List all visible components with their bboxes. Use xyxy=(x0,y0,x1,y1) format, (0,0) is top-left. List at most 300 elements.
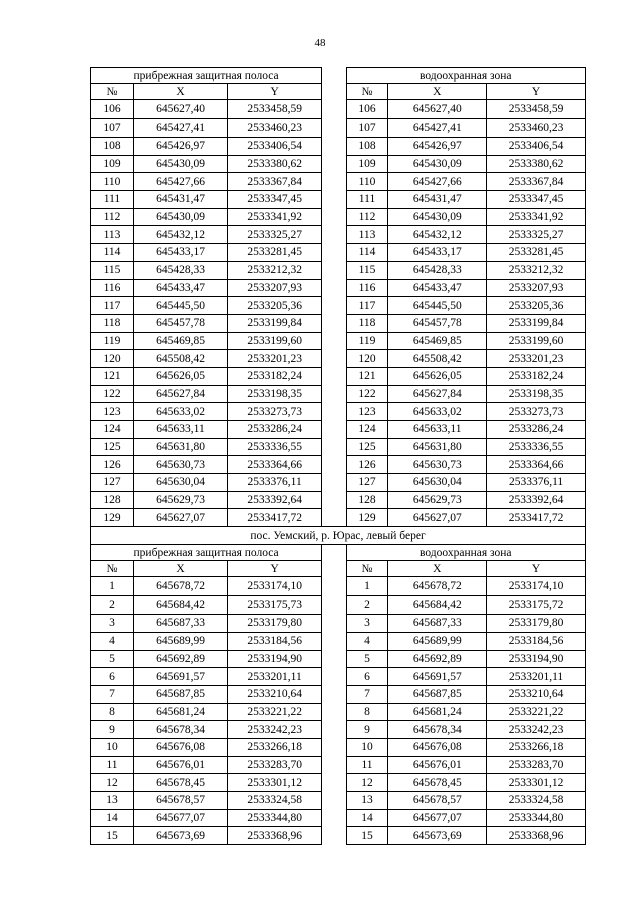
right-y-value: 2533184,56 xyxy=(487,632,586,650)
left-point-number: 4 xyxy=(91,632,134,650)
right-y-value: 2533286,24 xyxy=(487,421,586,439)
right-point-number: 1 xyxy=(346,577,388,596)
column-gap xyxy=(322,297,346,315)
left-point-number: 5 xyxy=(91,650,134,668)
left-x-value: 645687,33 xyxy=(133,615,227,633)
left-y-value: 2533336,55 xyxy=(228,438,322,456)
left-y-value: 2533368,96 xyxy=(228,827,322,845)
left-point-number: 121 xyxy=(91,367,134,385)
table-row xyxy=(91,632,586,650)
left-x-value: 645432,12 xyxy=(133,226,227,244)
left-x-value: 645457,78 xyxy=(133,314,227,332)
column-gap xyxy=(322,350,346,368)
left-point-number: 15 xyxy=(91,827,134,845)
left-y-value: 2533406,54 xyxy=(228,138,322,156)
right-y-value: 2533210,64 xyxy=(487,685,586,703)
right-point-number: 3 xyxy=(346,615,388,633)
left-point-number: 116 xyxy=(91,279,134,297)
table-row xyxy=(91,155,586,173)
column-gap xyxy=(322,314,346,332)
left-x-value: 645428,33 xyxy=(133,261,227,279)
right-point-number: 5 xyxy=(346,650,388,668)
left-y-value: 2533273,73 xyxy=(228,403,322,421)
left-x-value: 645469,85 xyxy=(133,332,227,350)
left-point-number: 113 xyxy=(91,226,134,244)
column-gap xyxy=(322,208,346,226)
right-point-number: 128 xyxy=(346,491,388,509)
right-point-number: 15 xyxy=(346,827,388,845)
left-zone-header: прибрежная защитная полоса xyxy=(91,545,322,561)
right-point-number: 113 xyxy=(346,226,388,244)
left-y-value: 2533201,11 xyxy=(228,668,322,686)
right-y-value: 2533273,73 xyxy=(487,403,586,421)
left-point-number: 111 xyxy=(91,191,134,209)
table-row xyxy=(91,100,586,119)
table-row xyxy=(91,650,586,668)
left-point-number: 9 xyxy=(91,721,134,739)
column-gap xyxy=(322,474,346,492)
left-point-number: 12 xyxy=(91,774,134,792)
table-row xyxy=(91,421,586,439)
column-header-row xyxy=(91,84,586,100)
left-x-value: 645430,09 xyxy=(133,208,227,226)
right-x-value: 645445,50 xyxy=(388,297,487,315)
left-point-number: 117 xyxy=(91,297,134,315)
table-row xyxy=(91,577,586,596)
left-x-value: 645677,07 xyxy=(133,809,227,827)
right-x-value: 645428,33 xyxy=(388,261,487,279)
right-point-number: 119 xyxy=(346,332,388,350)
right-x-value: 645676,01 xyxy=(388,756,487,774)
right-x-value: 645626,05 xyxy=(388,367,487,385)
left-x-value: 645627,84 xyxy=(133,385,227,403)
right-y-value: 2533336,55 xyxy=(487,438,586,456)
left-x-value: 645627,40 xyxy=(133,100,227,119)
left-col-x-header: X xyxy=(133,561,227,577)
table-row xyxy=(91,596,586,615)
column-gap xyxy=(322,244,346,262)
left-x-value: 645431,47 xyxy=(133,191,227,209)
left-y-value: 2533184,56 xyxy=(228,632,322,650)
right-zone-header: водоохранная зона xyxy=(346,68,585,84)
left-point-number: 112 xyxy=(91,208,134,226)
column-header-row xyxy=(91,561,586,577)
left-y-value: 2533242,23 xyxy=(228,721,322,739)
left-y-value: 2533266,18 xyxy=(228,738,322,756)
left-point-number: 115 xyxy=(91,261,134,279)
table-row xyxy=(91,314,586,332)
right-point-number: 127 xyxy=(346,474,388,492)
column-gap xyxy=(322,138,346,156)
left-col-y-header: Y xyxy=(228,84,322,100)
left-y-value: 2533367,84 xyxy=(228,173,322,191)
column-gap xyxy=(322,809,346,827)
right-x-value: 645627,40 xyxy=(388,100,487,119)
right-y-value: 2533406,54 xyxy=(487,138,586,156)
right-point-number: 114 xyxy=(346,244,388,262)
left-y-value: 2533380,62 xyxy=(228,155,322,173)
page-number: 48 xyxy=(314,37,326,49)
left-y-value: 2533179,80 xyxy=(228,615,322,633)
table-row xyxy=(91,191,586,209)
right-point-number: 123 xyxy=(346,403,388,421)
zone-header-row xyxy=(91,68,586,84)
column-gap xyxy=(322,100,346,119)
left-point-number: 6 xyxy=(91,668,134,686)
right-x-value: 645689,99 xyxy=(388,632,487,650)
right-point-number: 117 xyxy=(346,297,388,315)
left-y-value: 2533392,64 xyxy=(228,491,322,509)
left-x-value: 645681,24 xyxy=(133,703,227,721)
right-y-value: 2533380,62 xyxy=(487,155,586,173)
right-point-number: 10 xyxy=(346,738,388,756)
right-point-number: 13 xyxy=(346,792,388,810)
right-x-value: 645676,08 xyxy=(388,738,487,756)
left-point-number: 14 xyxy=(91,809,134,827)
coordinates-table xyxy=(90,67,586,845)
left-point-number: 129 xyxy=(91,509,134,527)
left-y-value: 2533347,45 xyxy=(228,191,322,209)
column-gap xyxy=(322,703,346,721)
right-y-value: 2533367,84 xyxy=(487,173,586,191)
left-point-number: 122 xyxy=(91,385,134,403)
right-point-number: 122 xyxy=(346,385,388,403)
column-gap xyxy=(322,385,346,403)
table-row xyxy=(91,792,586,810)
right-point-number: 107 xyxy=(346,119,388,138)
column-gap xyxy=(322,261,346,279)
table-row xyxy=(91,774,586,792)
left-y-value: 2533325,27 xyxy=(228,226,322,244)
left-x-value: 645427,66 xyxy=(133,173,227,191)
right-y-value: 2533194,90 xyxy=(487,650,586,668)
left-x-value: 645626,05 xyxy=(133,367,227,385)
left-y-value: 2533212,32 xyxy=(228,261,322,279)
right-col-x-header: X xyxy=(388,561,487,577)
left-x-value: 645630,04 xyxy=(133,474,227,492)
column-gap xyxy=(322,685,346,703)
right-x-value: 645630,04 xyxy=(388,474,487,492)
right-col-number-header: № xyxy=(346,561,388,577)
left-y-value: 2533175,73 xyxy=(228,596,322,615)
column-gap xyxy=(322,367,346,385)
left-y-value: 2533283,70 xyxy=(228,756,322,774)
right-x-value: 645430,09 xyxy=(388,155,487,173)
left-y-value: 2533194,90 xyxy=(228,650,322,668)
right-point-number: 121 xyxy=(346,367,388,385)
right-point-number: 109 xyxy=(346,155,388,173)
table-row xyxy=(91,403,586,421)
right-col-y-header: Y xyxy=(487,84,586,100)
left-x-value: 645445,50 xyxy=(133,297,227,315)
left-point-number: 10 xyxy=(91,738,134,756)
right-y-value: 2533324,58 xyxy=(487,792,586,810)
left-y-value: 2533199,60 xyxy=(228,332,322,350)
table-body xyxy=(91,68,586,845)
right-zone-header: водоохранная зона xyxy=(346,545,585,561)
right-y-value: 2533221,22 xyxy=(487,703,586,721)
right-x-value: 645627,07 xyxy=(388,509,487,527)
left-y-value: 2533458,59 xyxy=(228,100,322,119)
right-y-value: 2533347,45 xyxy=(487,191,586,209)
right-y-value: 2533364,66 xyxy=(487,456,586,474)
right-col-y-header: Y xyxy=(487,561,586,577)
right-point-number: 8 xyxy=(346,703,388,721)
left-point-number: 108 xyxy=(91,138,134,156)
right-x-value: 645457,78 xyxy=(388,314,487,332)
left-col-number-header: № xyxy=(91,84,134,100)
left-point-number: 7 xyxy=(91,685,134,703)
table-row xyxy=(91,119,586,138)
right-y-value: 2533283,70 xyxy=(487,756,586,774)
right-col-number-header: № xyxy=(346,84,388,100)
right-point-number: 12 xyxy=(346,774,388,792)
column-gap xyxy=(322,438,346,456)
right-x-value: 645681,24 xyxy=(388,703,487,721)
left-zone-header: прибрежная защитная полоса xyxy=(91,68,322,84)
right-x-value: 645433,17 xyxy=(388,244,487,262)
table-row xyxy=(91,173,586,191)
left-point-number: 107 xyxy=(91,119,134,138)
right-x-value: 645673,69 xyxy=(388,827,487,845)
right-y-value: 2533207,93 xyxy=(487,279,586,297)
right-col-x-header: X xyxy=(388,84,487,100)
right-x-value: 645691,57 xyxy=(388,668,487,686)
right-x-value: 645427,41 xyxy=(388,119,487,138)
left-point-number: 3 xyxy=(91,615,134,633)
table-row xyxy=(91,350,586,368)
left-y-value: 2533341,92 xyxy=(228,208,322,226)
column-gap xyxy=(322,332,346,350)
left-y-value: 2533417,72 xyxy=(228,509,322,527)
right-x-value: 645627,84 xyxy=(388,385,487,403)
right-y-value: 2533199,60 xyxy=(487,332,586,350)
left-y-value: 2533286,24 xyxy=(228,421,322,439)
left-y-value: 2533281,45 xyxy=(228,244,322,262)
column-gap xyxy=(322,632,346,650)
left-y-value: 2533364,66 xyxy=(228,456,322,474)
left-y-value: 2533460,23 xyxy=(228,119,322,138)
column-gap xyxy=(322,155,346,173)
table-row xyxy=(91,491,586,509)
table-row xyxy=(91,703,586,721)
left-y-value: 2533174,10 xyxy=(228,577,322,596)
left-y-value: 2533207,93 xyxy=(228,279,322,297)
left-point-number: 128 xyxy=(91,491,134,509)
right-y-value: 2533368,96 xyxy=(487,827,586,845)
table-row xyxy=(91,138,586,156)
left-x-value: 645676,01 xyxy=(133,756,227,774)
column-gap xyxy=(322,774,346,792)
right-x-value: 645633,02 xyxy=(388,403,487,421)
left-x-value: 645678,72 xyxy=(133,577,227,596)
left-x-value: 645508,42 xyxy=(133,350,227,368)
left-col-number-header: № xyxy=(91,561,134,577)
left-x-value: 645627,07 xyxy=(133,509,227,527)
table-row xyxy=(91,385,586,403)
column-gap xyxy=(322,615,346,633)
right-point-number: 126 xyxy=(346,456,388,474)
column-gap xyxy=(322,68,346,84)
table-row xyxy=(91,297,586,315)
left-x-value: 645678,45 xyxy=(133,774,227,792)
column-gap xyxy=(322,191,346,209)
right-y-value: 2533242,23 xyxy=(487,721,586,739)
left-x-value: 645684,42 xyxy=(133,596,227,615)
left-col-x-header: X xyxy=(133,84,227,100)
right-point-number: 124 xyxy=(346,421,388,439)
column-gap xyxy=(322,545,346,561)
column-gap xyxy=(322,226,346,244)
right-y-value: 2533376,11 xyxy=(487,474,586,492)
left-y-value: 2533376,11 xyxy=(228,474,322,492)
right-point-number: 118 xyxy=(346,314,388,332)
left-x-value: 645433,47 xyxy=(133,279,227,297)
right-x-value: 645633,11 xyxy=(388,421,487,439)
right-y-value: 2533266,18 xyxy=(487,738,586,756)
left-point-number: 106 xyxy=(91,100,134,119)
right-point-number: 4 xyxy=(346,632,388,650)
left-x-value: 645676,08 xyxy=(133,738,227,756)
left-y-value: 2533344,80 xyxy=(228,809,322,827)
right-point-number: 7 xyxy=(346,685,388,703)
column-gap xyxy=(322,84,346,100)
right-x-value: 645629,73 xyxy=(388,491,487,509)
right-x-value: 645678,72 xyxy=(388,577,487,596)
column-gap xyxy=(322,421,346,439)
column-gap xyxy=(322,721,346,739)
right-y-value: 2533175,72 xyxy=(487,596,586,615)
left-point-number: 125 xyxy=(91,438,134,456)
left-x-value: 645673,69 xyxy=(133,827,227,845)
column-gap xyxy=(322,509,346,527)
section-title-row xyxy=(91,527,586,545)
left-y-value: 2533182,24 xyxy=(228,367,322,385)
right-y-value: 2533201,11 xyxy=(487,668,586,686)
left-point-number: 123 xyxy=(91,403,134,421)
right-point-number: 106 xyxy=(346,100,388,119)
right-y-value: 2533301,12 xyxy=(487,774,586,792)
right-y-value: 2533199,84 xyxy=(487,314,586,332)
right-point-number: 6 xyxy=(346,668,388,686)
column-gap xyxy=(322,756,346,774)
right-x-value: 645687,85 xyxy=(388,685,487,703)
table-row xyxy=(91,438,586,456)
left-x-value: 645633,11 xyxy=(133,421,227,439)
left-point-number: 109 xyxy=(91,155,134,173)
right-x-value: 645692,89 xyxy=(388,650,487,668)
left-x-value: 645689,99 xyxy=(133,632,227,650)
left-point-number: 119 xyxy=(91,332,134,350)
right-y-value: 2533182,24 xyxy=(487,367,586,385)
left-x-value: 645692,89 xyxy=(133,650,227,668)
column-gap xyxy=(322,668,346,686)
left-y-value: 2533199,84 xyxy=(228,314,322,332)
right-point-number: 116 xyxy=(346,279,388,297)
right-x-value: 645687,33 xyxy=(388,615,487,633)
right-y-value: 2533417,72 xyxy=(487,509,586,527)
left-point-number: 114 xyxy=(91,244,134,262)
column-gap xyxy=(322,279,346,297)
right-x-value: 645469,85 xyxy=(388,332,487,350)
left-point-number: 124 xyxy=(91,421,134,439)
table-row xyxy=(91,208,586,226)
right-x-value: 645630,73 xyxy=(388,456,487,474)
right-x-value: 645431,47 xyxy=(388,191,487,209)
right-point-number: 115 xyxy=(346,261,388,279)
table-row xyxy=(91,332,586,350)
left-y-value: 2533324,58 xyxy=(228,792,322,810)
right-y-value: 2533198,35 xyxy=(487,385,586,403)
left-x-value: 645678,57 xyxy=(133,792,227,810)
right-y-value: 2533201,23 xyxy=(487,350,586,368)
right-point-number: 111 xyxy=(346,191,388,209)
right-point-number: 110 xyxy=(346,173,388,191)
left-point-number: 13 xyxy=(91,792,134,810)
table-row xyxy=(91,827,586,845)
column-gap xyxy=(322,456,346,474)
table-row xyxy=(91,279,586,297)
left-point-number: 8 xyxy=(91,703,134,721)
column-gap xyxy=(322,403,346,421)
left-point-number: 127 xyxy=(91,474,134,492)
left-y-value: 2533198,35 xyxy=(228,385,322,403)
right-x-value: 645677,07 xyxy=(388,809,487,827)
right-x-value: 645432,12 xyxy=(388,226,487,244)
column-gap xyxy=(322,650,346,668)
right-y-value: 2533179,80 xyxy=(487,615,586,633)
left-x-value: 645426,97 xyxy=(133,138,227,156)
column-gap xyxy=(322,792,346,810)
right-y-value: 2533458,59 xyxy=(487,100,586,119)
table-row xyxy=(91,474,586,492)
left-point-number: 1 xyxy=(91,577,134,596)
table-row xyxy=(91,244,586,262)
left-point-number: 2 xyxy=(91,596,134,615)
left-point-number: 118 xyxy=(91,314,134,332)
table-row xyxy=(91,809,586,827)
right-point-number: 9 xyxy=(346,721,388,739)
table-row xyxy=(91,367,586,385)
right-x-value: 645430,09 xyxy=(388,208,487,226)
table-row xyxy=(91,721,586,739)
column-gap xyxy=(322,561,346,577)
right-y-value: 2533325,27 xyxy=(487,226,586,244)
right-x-value: 645684,42 xyxy=(388,596,487,615)
table-row xyxy=(91,509,586,527)
right-x-value: 645631,80 xyxy=(388,438,487,456)
right-x-value: 645426,97 xyxy=(388,138,487,156)
left-y-value: 2533201,23 xyxy=(228,350,322,368)
table-row xyxy=(91,668,586,686)
table-row xyxy=(91,756,586,774)
left-x-value: 645687,85 xyxy=(133,685,227,703)
right-x-value: 645678,45 xyxy=(388,774,487,792)
left-point-number: 110 xyxy=(91,173,134,191)
table-row xyxy=(91,738,586,756)
column-gap xyxy=(322,596,346,615)
right-y-value: 2533341,92 xyxy=(487,208,586,226)
column-gap xyxy=(322,173,346,191)
left-x-value: 645430,09 xyxy=(133,155,227,173)
right-y-value: 2533344,80 xyxy=(487,809,586,827)
right-point-number: 112 xyxy=(346,208,388,226)
left-x-value: 645691,57 xyxy=(133,668,227,686)
right-y-value: 2533174,10 xyxy=(487,577,586,596)
left-x-value: 645427,41 xyxy=(133,119,227,138)
right-x-value: 645678,57 xyxy=(388,792,487,810)
zone-header-row xyxy=(91,545,586,561)
